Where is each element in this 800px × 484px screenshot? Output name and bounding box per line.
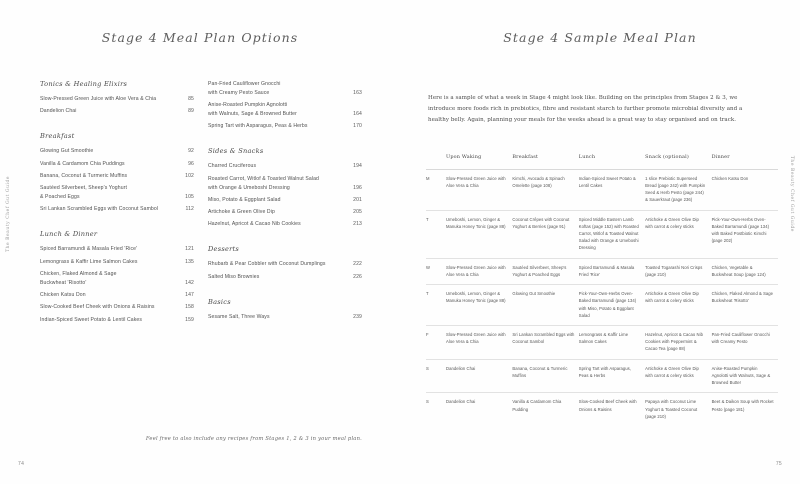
- meal-cell-waking: Slow-Pressed Green Juice with Aloe Vera & Chia: [446, 264, 506, 277]
- meal-cell-breakfast: Kimchi, Avocado & Spinach Omelette (page 108): [512, 175, 565, 188]
- toc-entry-page-number: 102: [185, 172, 194, 179]
- toc-entry-label: Sautéed Silverbeet, Sheep's Yoghurt & Poached Eggs: [40, 185, 128, 200]
- day-cell: W: [426, 264, 431, 270]
- toc-entry-page-number: 239: [353, 313, 362, 320]
- meal-cell-breakfast: Banana, Coconut & Turmeric Muffins: [512, 365, 568, 378]
- meal-plan-note: Feel free to also include any recipes from Stages 1, 2 & 3 in your meal plan.: [145, 436, 362, 442]
- toc-entry-page-number: 135: [185, 258, 194, 265]
- meal-cell-dinner: Chicken Katsu Don: [711, 175, 749, 181]
- meal-cell-lunch: Spiced Middle Eastern Lamb Koftas (page 152) with Roasted Carrot, Witlof & Toasted Walnut Salad with Orange & Umeboshi Dressing: [578, 216, 639, 251]
- toc-section-heading: Breakfast: [40, 132, 75, 141]
- toc-entry-label: Sri Lankan Scrambled Eggs with Coconut Sambol: [40, 206, 159, 213]
- meal-cell-breakfast: Glowing Gut Smoothie: [512, 291, 556, 297]
- toc-entry-page-number: 96: [188, 160, 194, 167]
- toc-entry-page-number: 226: [353, 273, 362, 280]
- toc-entry-label: Spring Tart with Asparagus, Peas & Herbs: [208, 123, 308, 130]
- toc-entry-page-number: 163: [353, 89, 362, 96]
- toc-entry-label: Sesame Salt, Three Ways: [208, 313, 270, 320]
- meal-cell-breakfast: Coconut Crêpes with Coconut Yoghurt & Berries (page 91): [512, 216, 570, 229]
- toc-section: [40, 80, 194, 116]
- column-header-breakfast: Breakfast: [512, 154, 539, 161]
- meal-cell-snack: 1 slice Prebiotic Superseed Bread (page 242) with Pumpkin Seed & Herb Pesto (page 244) & Sauerkraut (page 236): [645, 175, 706, 203]
- toc-entry-page-number: 201: [353, 196, 362, 203]
- right-spine-text: The Beauty Chef Gut Guide: [789, 155, 794, 232]
- toc-entry-page-number: 85: [188, 96, 194, 102]
- column-header-dinner: Dinner: [711, 154, 730, 161]
- meal-cell-dinner: Pan-Fried Cauliflower Gnocchi with Creamy Pesto: [711, 332, 770, 345]
- sample-meal-plan-table: [426, 148, 778, 426]
- toc-entry-page-number: 194: [353, 163, 362, 170]
- meal-cell-dinner: Anise-Roasted Pumpkin Agnolotti with Walnuts, Sage & Browned Butter: [711, 365, 771, 386]
- toc-entry-label: Rhubarb & Pear Cobbler with Coconut Dumplings: [208, 261, 326, 268]
- toc-entry[interactable]: [208, 101, 362, 119]
- toc-entry[interactable]: [208, 208, 362, 217]
- table-row: [426, 258, 778, 284]
- toc-column-two: [208, 80, 362, 328]
- toc-entry-page-number: 170: [353, 123, 362, 130]
- toc-entry-label: Charred Cruciferous: [208, 163, 257, 170]
- meal-cell-waking: Slow-Pressed Green Juice with Aloe Vera & Chia: [446, 175, 506, 188]
- day-cell: S: [426, 365, 429, 371]
- toc-entry[interactable]: [208, 122, 362, 131]
- toc-entry-page-number: 147: [185, 292, 194, 298]
- toc-entry-label: Vanilla & Cardamom Chia Puddings: [40, 160, 125, 167]
- column-header-upon-waking: Upon Waking: [446, 154, 482, 161]
- meal-cell-snack: Papaya with Coconut Lime Yoghurt & Toasted Coconut (page 210): [645, 399, 698, 419]
- toc-entry[interactable]: [208, 220, 362, 229]
- meal-cell-snack: Artichoke & Green Olive Dip with carrot & celery sticks: [645, 365, 699, 378]
- toc-section: [40, 132, 194, 214]
- toc-entry[interactable]: [40, 205, 194, 214]
- right-page-folio: 75: [775, 461, 782, 467]
- meal-cell-lunch: Spring Tart with Asparagus, Peas & Herbs: [578, 365, 632, 378]
- meal-cell-lunch: Spiced Barramundi & Masala Fried 'Rice': [578, 264, 635, 277]
- meal-cell-dinner: Chicken, Vegetable & Buckwheat Soup (page 124): [711, 264, 766, 277]
- toc-section: [208, 245, 362, 281]
- meal-cell-waking: Umeboshi, Lemon, Ginger & Manuka Honey Tonic (page 88): [446, 291, 506, 304]
- left-page-title: Stage 4 Meal Plan Options: [101, 30, 299, 45]
- toc-entry-label: Indian-Spiced Sweet Potato & Lentil Cakes: [40, 316, 143, 323]
- toc-entry-label: Miso, Potato & Eggplant Salad: [208, 196, 281, 203]
- toc-entry-page-number: 205: [353, 209, 362, 216]
- meal-cell-breakfast: Sautéed Silverbeet, Sheep's Yoghurt & Poached Eggs: [512, 264, 567, 277]
- table-row: [426, 393, 778, 426]
- table-row: [426, 210, 778, 258]
- toc-entry[interactable]: [40, 316, 194, 325]
- left-page-folio: 74: [18, 461, 25, 467]
- toc-entry[interactable]: [40, 147, 194, 156]
- toc-entry[interactable]: [208, 260, 362, 269]
- toc-entry-page-number: 164: [353, 111, 362, 118]
- toc-section-heading: Basics: [208, 297, 231, 306]
- column-header-snack-optional: Snack (optional): [645, 154, 690, 161]
- toc-section-heading: Lunch & Dinner: [40, 230, 98, 239]
- meal-cell-snack: Toasted Togarashi Nori Crisps (page 210): [645, 264, 703, 277]
- meal-cell-waking: Dandelion Chai: [446, 365, 476, 371]
- toc-entry-page-number: 196: [353, 184, 362, 191]
- toc-section-heading: Desserts: [208, 245, 240, 254]
- meal-cell-lunch: Slow-Cooked Beef Cheek with Onions & Raisins: [578, 399, 637, 412]
- toc-entry-label: Dandelion Chai: [40, 108, 77, 115]
- meal-cell-snack: Artichoke & Green Olive Dip with carrot & celery sticks: [645, 291, 699, 304]
- table-body: [426, 169, 778, 426]
- toc-entry[interactable]: [208, 162, 362, 171]
- table-head: [426, 148, 778, 169]
- toc-entry-label: Pan-Fried Cauliflower Gnocchi with Creamy Pesto Sauce: [208, 81, 281, 96]
- toc-entry[interactable]: [40, 258, 194, 267]
- meal-cell-dinner: Pick-Your-Own-Herbs Oven-Baked Barramundi (page 134) with Baked Postbiotic Kimchi (page 202): [711, 216, 770, 244]
- toc-entry-label: Roasted Carrot, Witlof & Toasted Walnut Salad with Orange & Umeboshi Dressing: [208, 175, 320, 191]
- toc-entry-label: Artichoke & Green Olive Dip: [208, 209, 275, 216]
- table-row: [426, 285, 778, 326]
- toc-entry-label: Slow-Cooked Beef Cheek with Onions & Raisins: [40, 304, 155, 311]
- toc-entry[interactable]: [40, 184, 194, 202]
- toc-section: [208, 298, 362, 322]
- toc-entry-page-number: 213: [353, 221, 362, 228]
- intro-paragraph: Here is a sample of what a week in Stage 4 might look like. Building on the principles from Stages 2 & 3, we introduce more foods rich in prebiotics, fibre and resistant starch to further promote microbial diversity and a healthy belly. Again, planning your meals for the weeks ahead is a great way to stay organised and on track.: [428, 94, 743, 124]
- toc-entry[interactable]: [40, 95, 194, 104]
- toc-entry-label: Chicken Katsu Don: [40, 292, 86, 298]
- toc-entry-page-number: 92: [188, 148, 194, 155]
- toc-entry[interactable]: [40, 270, 194, 288]
- toc-entry[interactable]: [40, 160, 194, 169]
- toc-entry-label: Salted Miso Brownies: [208, 273, 260, 280]
- meal-cell-lunch: Pick-Your-Own-Herbs Oven-Baked Barramundi (page 134) with Miso, Potato & Eggplant Salad: [578, 291, 637, 318]
- day-cell: M: [426, 175, 430, 181]
- toc-entry-label: Anise-Roasted Pumpkin Agnolotti with Walnuts, Sage & Browned Butter: [208, 102, 297, 118]
- right-page: [400, 0, 800, 484]
- table-row: [426, 326, 778, 360]
- meal-cell-dinner: Chicken, Flaked Almond & Sage Buckwheat 'Risotto': [711, 291, 774, 304]
- table-row: [426, 169, 778, 210]
- toc-entry[interactable]: [40, 303, 194, 312]
- toc-entry[interactable]: [208, 175, 362, 193]
- toc-entry-label: Spiced Barramundi & Masala Fried 'Rice': [40, 246, 138, 253]
- toc-entry-label: Lemongrass & Kaffir Lime Salmon Cakes: [40, 258, 138, 265]
- left-spine-text: The Beauty Chef Gut Guide: [6, 175, 11, 252]
- meal-cell-dinner: Beet & Daikon Soup with Rocket Pesto (page 181): [711, 399, 774, 412]
- toc-entry-label: Hazelnut, Apricot & Cacao Nib Cookies: [208, 221, 301, 228]
- day-cell: T: [426, 216, 429, 222]
- toc-entry[interactable]: [40, 107, 194, 116]
- toc-section: [40, 230, 194, 324]
- toc-entry-page-number: 105: [185, 194, 194, 200]
- meal-cell-lunch: Lemongrass & Kaffir Lime Salmon Cakes: [578, 332, 629, 345]
- toc-entry[interactable]: [40, 172, 194, 181]
- right-page-title: Stage 4 Sample Meal Plan: [503, 30, 697, 45]
- toc-entry-page-number: 222: [353, 261, 362, 268]
- meal-cell-waking: Dandelion Chai: [446, 399, 476, 405]
- meal-cell-lunch: Indian-Spiced Sweet Potato & Lentil Cakes: [578, 175, 636, 188]
- meal-cell-waking: Slow-Pressed Green Juice with Aloe Vera & Chia: [446, 332, 506, 345]
- meal-cell-breakfast: Sri Lankan Scrambled Eggs with Coconut Sambol: [512, 332, 575, 345]
- toc-entry-label: Banana, Coconut & Turmeric Muffins: [40, 172, 128, 179]
- meal-cell-breakfast: Vanilla & Cardamom Chia Pudding: [512, 399, 562, 412]
- toc-section-heading: Tonics & Healing Elixirs: [40, 80, 128, 88]
- toc-entry-page-number: 121: [185, 246, 194, 253]
- toc-entry[interactable]: [208, 313, 362, 322]
- toc-entry-page-number: 89: [188, 108, 194, 115]
- column-header-lunch: Lunch: [578, 154, 596, 161]
- toc-entry-page-number: 112: [185, 206, 194, 213]
- toc-column-one: [40, 80, 194, 328]
- table-row: [426, 359, 778, 393]
- meal-cell-snack: Hazelnut, Apricot & Cacao Nib Cookies with Peppermint & Cacao Tea (page 88): [645, 332, 703, 352]
- toc-entry-page-number: 159: [185, 316, 194, 323]
- day-cell: F: [426, 332, 429, 338]
- toc-entry[interactable]: [40, 291, 194, 300]
- day-cell: T: [426, 291, 429, 297]
- toc-section: [208, 147, 362, 229]
- meal-cell-snack: Artichoke & Green Olive Dip with carrot & celery sticks: [645, 216, 699, 229]
- toc-columns: [0, 45, 400, 328]
- toc-entry[interactable]: [208, 273, 362, 282]
- meal-cell-waking: Umeboshi, Lemon, Ginger & Manuka Honey Tonic (page 88): [446, 216, 506, 229]
- toc-entry[interactable]: [208, 80, 362, 98]
- toc-entry-page-number: 142: [185, 279, 194, 286]
- toc-section: [208, 80, 362, 131]
- toc-entry-label: Glowing Gut Smoothie: [40, 148, 94, 155]
- toc-entry-page-number: 158: [185, 304, 194, 311]
- toc-entry[interactable]: [40, 245, 194, 254]
- table-header-row: [426, 148, 778, 169]
- toc-entry-label: Chicken, Flaked Almond & Sage Buckwheat 'Risotto': [40, 270, 117, 286]
- toc-section-heading: Sides & Snacks: [208, 147, 264, 156]
- toc-entry-label: Slow-Pressed Green Juice with Aloe Vera & Chia: [40, 96, 157, 102]
- day-cell: S: [426, 399, 429, 405]
- toc-entry[interactable]: [208, 196, 362, 205]
- column-header-day: [426, 148, 446, 169]
